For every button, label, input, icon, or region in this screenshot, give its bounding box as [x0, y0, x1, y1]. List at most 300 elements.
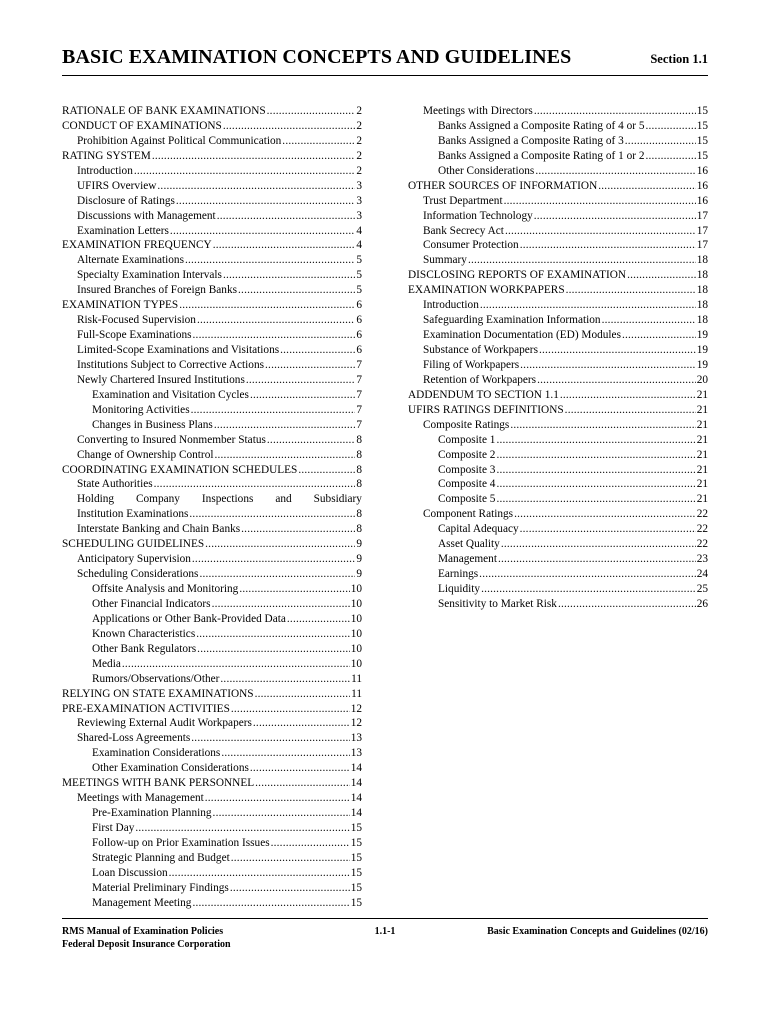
toc-entry-title: Scheduling Considerations: [77, 568, 199, 581]
toc-entry[interactable]: [408, 179, 708, 194]
toc-entry-page: 13: [350, 732, 362, 745]
toc-entry[interactable]: [408, 149, 708, 164]
toc-entry[interactable]: [62, 328, 362, 343]
toc-entry[interactable]: [62, 507, 362, 522]
footer-manual-name: RMS Manual of Examination Policies: [62, 926, 224, 937]
toc-entry-title: Offsite Analysis and Monitoring: [92, 583, 239, 595]
toc-entry[interactable]: [408, 283, 708, 298]
toc-entry-title: DISCLOSING REPORTS OF EXAMINATION: [408, 269, 627, 282]
toc-entry[interactable]: [62, 881, 362, 896]
toc-entry-page: 18: [696, 269, 708, 282]
toc-entry-page: 23: [696, 553, 708, 566]
toc-entry-page: 15: [350, 836, 362, 849]
toc-entry-page: 2: [356, 105, 362, 117]
toc-entry-page: 22: [696, 538, 708, 551]
toc-entry-title: Reviewing External Audit Workpapers: [77, 717, 252, 730]
toc-entry[interactable]: [62, 224, 362, 239]
toc-entry[interactable]: [62, 627, 362, 642]
toc-entry[interactable]: [62, 761, 362, 776]
toc-entry-page: 6: [356, 314, 362, 327]
dot-leader: [255, 776, 350, 791]
toc-entry-title: Prohibition Against Political Communication: [77, 134, 282, 147]
dot-leader: [197, 313, 355, 328]
dot-leader: [154, 477, 356, 492]
dot-leader: [496, 433, 695, 448]
toc-entry[interactable]: [408, 492, 708, 507]
toc-entry-page: 14: [350, 762, 362, 775]
toc-entry[interactable]: [408, 253, 708, 268]
dot-leader: [192, 896, 349, 911]
dot-leader: [214, 448, 355, 463]
toc-entry[interactable]: [408, 343, 708, 358]
toc-entry-title: Component Ratings: [423, 508, 514, 521]
toc-entry-title: Follow-up on Prior Examination Issues: [92, 836, 270, 849]
dot-leader: [157, 179, 355, 194]
toc-entry-page: 15: [350, 822, 362, 834]
dot-leader: [179, 298, 355, 313]
toc-entry[interactable]: [62, 253, 362, 268]
toc-entry-title: PRE-EXAMINATION ACTIVITIES: [62, 702, 230, 715]
toc-entry-word: and: [275, 493, 292, 506]
toc-entry[interactable]: [408, 477, 708, 492]
toc-entry-title: Specialty Examination Intervals: [77, 269, 222, 282]
dot-leader: [510, 418, 695, 433]
toc-entry-title: Management: [438, 553, 497, 566]
toc-entry[interactable]: [408, 224, 708, 239]
toc-entry-page: 7: [356, 388, 362, 401]
toc-entry-page: 11: [351, 672, 362, 685]
toc-entry[interactable]: [62, 791, 362, 806]
toc-entry[interactable]: [408, 358, 708, 373]
toc-entry-title: Composite 4: [438, 478, 496, 491]
toc-entry[interactable]: [62, 821, 362, 836]
toc-entry[interactable]: [408, 119, 708, 134]
dot-leader: [205, 791, 350, 806]
toc-entry[interactable]: [408, 238, 708, 253]
toc-entry-title: Other Considerations: [438, 164, 535, 177]
dot-leader: [560, 388, 696, 403]
toc-entry[interactable]: [62, 388, 362, 403]
toc-entry-page: 6: [356, 299, 362, 312]
toc-entry[interactable]: [62, 731, 362, 746]
dot-leader: [480, 298, 696, 313]
dot-leader: [267, 104, 356, 119]
toc-entry[interactable]: [62, 522, 362, 537]
toc-entry[interactable]: [408, 597, 708, 612]
toc-entry-word: Holding: [77, 493, 115, 506]
toc-entry-page: 14: [350, 777, 362, 790]
toc-entry[interactable]: [62, 552, 362, 567]
toc-entry-page: 15: [696, 105, 708, 117]
toc-entry-page: 15: [696, 119, 708, 132]
toc-entry-title: Sensitivity to Market Risk: [438, 597, 557, 610]
toc-entry-page: 14: [350, 792, 362, 805]
toc-entry-title: Composite 1: [438, 433, 496, 446]
toc-entry-page: 12: [350, 717, 362, 730]
dot-leader: [282, 134, 355, 149]
toc-entry-page: 16: [696, 179, 708, 192]
toc-entry-page: 2: [356, 149, 362, 162]
dot-leader: [197, 642, 350, 657]
toc-entry-title: Asset Quality: [438, 538, 500, 551]
toc-entry-title: Disclosure of Ratings: [77, 194, 175, 207]
toc-entry-page: 18: [696, 254, 708, 267]
toc-entry-page: 8: [356, 508, 362, 521]
toc-entry-page: 8: [356, 463, 362, 476]
toc-entry[interactable]: [62, 896, 362, 911]
toc-entry-title: Known Characteristics: [92, 627, 196, 640]
toc-entry-page: 7: [356, 358, 362, 371]
toc-entry[interactable]: [62, 806, 362, 821]
dot-leader: [176, 194, 355, 209]
toc-column-left: [62, 104, 362, 911]
toc-entry-title: ADDENDUM TO SECTION 1.1: [408, 388, 559, 401]
toc-entry[interactable]: [62, 851, 362, 866]
toc-entry-page: 22: [696, 508, 708, 521]
dot-leader: [602, 313, 696, 328]
toc-entry-page: 15: [696, 134, 708, 147]
dot-leader: [496, 477, 695, 492]
toc-entry[interactable]: [408, 507, 708, 522]
toc-entry[interactable]: [62, 433, 362, 448]
toc-entry-page: 21: [696, 433, 708, 446]
dot-leader: [496, 448, 695, 463]
toc-entry-title: Alternate Examinations: [77, 254, 184, 267]
toc-entry-title: Material Preliminary Findings: [92, 881, 229, 894]
toc-entry-page: 7: [356, 373, 362, 386]
toc-entry[interactable]: [408, 298, 708, 313]
dot-leader: [625, 134, 696, 149]
toc-entry-title: SCHEDULING GUIDELINES: [62, 538, 205, 551]
toc-entry[interactable]: [408, 104, 708, 119]
toc-entry-title: Other Financial Indicators: [92, 597, 211, 610]
dot-leader: [185, 253, 355, 268]
dot-leader: [191, 731, 349, 746]
toc-entry-page: 6: [356, 329, 362, 342]
toc-entry-page: 4: [356, 224, 362, 237]
dot-leader: [250, 388, 355, 403]
toc-entry-title: Composite 5: [438, 493, 496, 506]
toc-entry-page: 8: [356, 478, 362, 491]
toc-entry-word: Company: [136, 493, 180, 506]
toc-entry-title: Information Technology: [423, 209, 533, 222]
dot-leader: [122, 657, 350, 672]
toc-entry-title: Retention of Workpapers: [423, 373, 537, 386]
toc-entry[interactable]: [62, 492, 362, 507]
dot-leader: [220, 672, 350, 687]
toc-entry-title: Pre-Examination Planning: [92, 807, 212, 820]
toc-entry[interactable]: [62, 642, 362, 657]
toc-entry-title: UFIRS RATINGS DEFINITIONS: [408, 403, 564, 416]
toc-entry-page: 2: [356, 119, 362, 132]
toc-entry-page: 9: [356, 553, 362, 566]
toc-entry-page: 21: [696, 418, 708, 431]
toc-entry[interactable]: [408, 463, 708, 478]
toc-entry-page: 5: [356, 254, 362, 267]
toc-entry-title: Examination Letters: [77, 224, 169, 237]
dot-leader: [622, 328, 696, 343]
dot-leader: [535, 164, 695, 179]
toc-entry[interactable]: [62, 418, 362, 433]
toc-entry-page: 8: [356, 433, 362, 446]
toc-entry-title: Discussions with Management: [77, 209, 216, 222]
toc-entry-title: Limited-Scope Examinations and Visitations: [77, 344, 280, 356]
dot-leader: [213, 806, 350, 821]
toc-entry-page: 21: [696, 388, 708, 401]
toc-entry[interactable]: [408, 328, 708, 343]
toc-entry-page: 21: [696, 478, 708, 491]
dot-leader: [514, 507, 696, 522]
toc-entry[interactable]: [62, 283, 362, 298]
page-number: 1.1-1: [374, 926, 396, 937]
toc-entry-title: COORDINATING EXAMINATION SCHEDULES: [62, 463, 298, 476]
toc-entry[interactable]: [62, 716, 362, 731]
toc-entry-title: Bank Secrecy Act: [423, 224, 504, 237]
toc-entry[interactable]: [62, 567, 362, 582]
toc-entry[interactable]: [408, 403, 708, 418]
toc-entry-title: Examination and Visitation Cycles: [92, 388, 249, 401]
dot-leader: [170, 224, 355, 239]
toc-entry-page: 12: [350, 702, 362, 715]
toc-entry[interactable]: [62, 537, 362, 552]
dot-leader: [539, 343, 696, 358]
toc-entry-title: Filing of Workpapers: [423, 358, 520, 371]
toc-entry[interactable]: [62, 179, 362, 194]
dot-leader: [231, 851, 350, 866]
toc-entry-page: 21: [696, 463, 708, 476]
toc-entry[interactable]: [62, 687, 362, 702]
toc-entry[interactable]: [62, 358, 362, 373]
toc-entry[interactable]: [62, 298, 362, 313]
toc-entry[interactable]: [62, 313, 362, 328]
toc-entry[interactable]: [62, 746, 362, 761]
toc-entry[interactable]: [62, 582, 362, 597]
toc-entry[interactable]: [62, 448, 362, 463]
dot-leader: [520, 358, 696, 373]
toc-entry-title: Newly Chartered Insured Institutions: [77, 373, 245, 386]
toc-entry-title: Composite Ratings: [423, 418, 510, 431]
toc-entry[interactable]: [62, 836, 362, 851]
dot-leader: [152, 149, 356, 164]
dot-leader: [520, 522, 696, 537]
toc-entry[interactable]: [408, 268, 708, 283]
dot-leader: [468, 253, 696, 268]
toc-entry-page: 11: [351, 687, 362, 700]
toc-entry-page: 22: [696, 523, 708, 536]
toc-entry-title: Other Bank Regulators: [92, 642, 197, 655]
toc-entry-page: 16: [696, 194, 708, 207]
toc-entry[interactable]: [62, 149, 362, 164]
dot-leader: [214, 418, 356, 433]
toc-entry[interactable]: [408, 552, 708, 567]
toc-entry-page: 17: [696, 239, 708, 252]
toc-entry[interactable]: [408, 164, 708, 179]
dot-leader: [253, 716, 350, 731]
dot-leader: [205, 537, 355, 552]
toc-entry-page: 13: [350, 747, 362, 760]
toc-entry-title: Meetings with Management: [77, 792, 204, 805]
toc-entry[interactable]: [62, 238, 362, 253]
toc-entry-title: Consumer Protection: [423, 239, 519, 252]
toc-entry[interactable]: [62, 268, 362, 283]
toc-entry-title: Banks Assigned a Composite Rating of 4 or 5: [438, 119, 645, 132]
toc-entry[interactable]: [62, 134, 362, 149]
toc-entry-title: Examination Documentation (ED) Modules: [423, 329, 621, 342]
toc-entry-title: Institutions Subject to Corrective Actions: [77, 358, 265, 371]
toc-entry-title: Examination Considerations: [92, 747, 221, 760]
toc-entry-page: 3: [356, 179, 362, 192]
dot-leader: [250, 761, 350, 776]
toc-entry-title: Introduction: [77, 164, 133, 177]
dot-leader: [598, 179, 695, 194]
dot-leader: [238, 283, 355, 298]
toc-entry-page: 5: [356, 269, 362, 282]
toc-entry[interactable]: [408, 418, 708, 433]
toc-entry[interactable]: [408, 388, 708, 403]
dot-leader: [196, 627, 349, 642]
toc-entry-title: OTHER SOURCES OF INFORMATION: [408, 179, 598, 192]
dot-leader: [192, 552, 355, 567]
dot-leader: [223, 268, 355, 283]
toc-entry-page: 10: [350, 657, 362, 670]
toc-entry[interactable]: [408, 567, 708, 582]
dot-leader: [217, 209, 356, 224]
toc-entry-title: Insured Branches of Foreign Banks: [77, 284, 238, 297]
dot-leader: [169, 866, 350, 881]
toc-entry[interactable]: [62, 702, 362, 717]
dot-leader: [191, 403, 356, 418]
toc-entry[interactable]: [62, 866, 362, 881]
toc-entry-title: Applications or Other Bank-Provided Data: [92, 612, 286, 625]
toc-entry-page: 10: [350, 642, 362, 655]
toc-entry-page: 21: [696, 493, 708, 506]
toc-entry-title: RATING SYSTEM: [62, 149, 151, 162]
dot-leader: [558, 597, 696, 612]
toc-entry[interactable]: [62, 403, 362, 418]
toc-entry-page: 15: [350, 851, 362, 864]
toc-entry-title: Interstate Banking and Chain Banks: [77, 523, 241, 536]
toc-entry[interactable]: [408, 433, 708, 448]
toc-entry-title: RELYING ON STATE EXAMINATIONS: [62, 687, 254, 700]
toc-entry-title: EXAMINATION FREQUENCY: [62, 239, 212, 252]
toc-entry-page: 10: [350, 627, 362, 640]
dot-leader: [241, 522, 355, 537]
dot-leader: [189, 507, 355, 522]
dot-leader: [627, 268, 696, 283]
toc-entry[interactable]: [62, 104, 362, 119]
toc-entry-title: EXAMINATION WORKPAPERS: [408, 284, 565, 297]
toc-entry[interactable]: [62, 164, 362, 179]
dot-leader: [265, 358, 355, 373]
dot-leader: [287, 612, 350, 627]
dot-leader: [134, 164, 355, 179]
toc-entry-page: 19: [696, 358, 708, 371]
dot-leader: [645, 149, 695, 164]
footer-left: [62, 925, 231, 951]
toc-entry[interactable]: [408, 448, 708, 463]
toc-entry-page: 24: [696, 568, 708, 581]
toc-entry-page: 10: [350, 597, 362, 610]
toc-entry-title: Full-Scope Examinations: [77, 329, 192, 342]
dot-leader: [135, 821, 349, 836]
toc-entry[interactable]: [62, 373, 362, 388]
toc-entry-page: 21: [696, 403, 708, 416]
dot-leader: [280, 343, 355, 358]
toc-entry-title: Anticipatory Supervision: [77, 553, 191, 566]
toc-entry[interactable]: [62, 194, 362, 209]
toc-entry-page: 25: [696, 583, 708, 595]
toc-entry-page: 21: [696, 448, 708, 461]
toc-entry-title: Loan Discussion: [92, 866, 168, 879]
header-divider: [62, 75, 708, 76]
toc-entry[interactable]: [408, 537, 708, 552]
toc-entry-page: 10: [350, 583, 362, 595]
toc-entry[interactable]: [62, 343, 362, 358]
toc-entry-page: 10: [350, 612, 362, 625]
toc-entry[interactable]: [408, 582, 708, 597]
toc-entry[interactable]: [408, 134, 708, 149]
toc-entry[interactable]: [408, 373, 708, 388]
toc-entry[interactable]: [62, 672, 362, 687]
section-label: Section 1.1: [650, 52, 708, 66]
toc-entry-title: State Authorities: [77, 478, 153, 491]
dot-leader: [221, 746, 349, 761]
dot-leader: [239, 582, 349, 597]
toc-entry-page: 18: [696, 299, 708, 312]
toc-entry-title: Banks Assigned a Composite Rating of 3: [438, 134, 624, 147]
toc-entry-page: 14: [350, 807, 362, 820]
toc-entry[interactable]: [62, 597, 362, 612]
toc-entry-title: Earnings: [438, 568, 479, 581]
toc-entry-title: Safeguarding Examination Information: [423, 314, 601, 327]
dot-leader: [565, 403, 696, 418]
toc-entry-title: Meetings with Directors: [423, 105, 533, 117]
toc-entry-title: First Day: [92, 822, 135, 834]
toc-entry[interactable]: [408, 522, 708, 537]
toc-entry-title: Monitoring Activities: [92, 403, 190, 416]
toc-entry-title: Changes in Business Plans: [92, 418, 213, 431]
toc-entry-page: 19: [696, 344, 708, 356]
toc-entry-title: Composite 2: [438, 448, 496, 461]
toc-entry-page: 5: [356, 284, 362, 297]
toc-entry[interactable]: [408, 209, 708, 224]
dot-leader: [255, 687, 351, 702]
dot-leader: [498, 552, 696, 567]
toc-entry[interactable]: [408, 313, 708, 328]
toc-entry-page: 20: [696, 373, 708, 386]
toc-entry[interactable]: [62, 477, 362, 492]
dot-leader: [213, 238, 356, 253]
toc-entry[interactable]: [62, 463, 362, 478]
toc-entry[interactable]: [62, 612, 362, 627]
dot-leader: [645, 119, 695, 134]
toc-entry-page: 2: [356, 134, 362, 147]
footer-agency-name: Federal Deposit Insurance Corporation: [62, 939, 231, 950]
toc-entry[interactable]: [408, 194, 708, 209]
toc-entry-title: Converting to Insured Nonmember Status: [77, 433, 266, 446]
dot-leader: [267, 433, 355, 448]
dot-leader: [496, 492, 695, 507]
toc-entry[interactable]: [62, 209, 362, 224]
toc-entry-title: Substance of Workpapers: [423, 344, 538, 356]
toc-entry[interactable]: [62, 776, 362, 791]
toc-entry-title: Institution Examinations: [77, 508, 189, 521]
toc-entry-page: 18: [696, 314, 708, 327]
toc-entry-page: 8: [356, 523, 362, 536]
toc-entry[interactable]: [62, 657, 362, 672]
toc-entry[interactable]: [62, 119, 362, 134]
toc-entry-page: 26: [696, 597, 708, 610]
